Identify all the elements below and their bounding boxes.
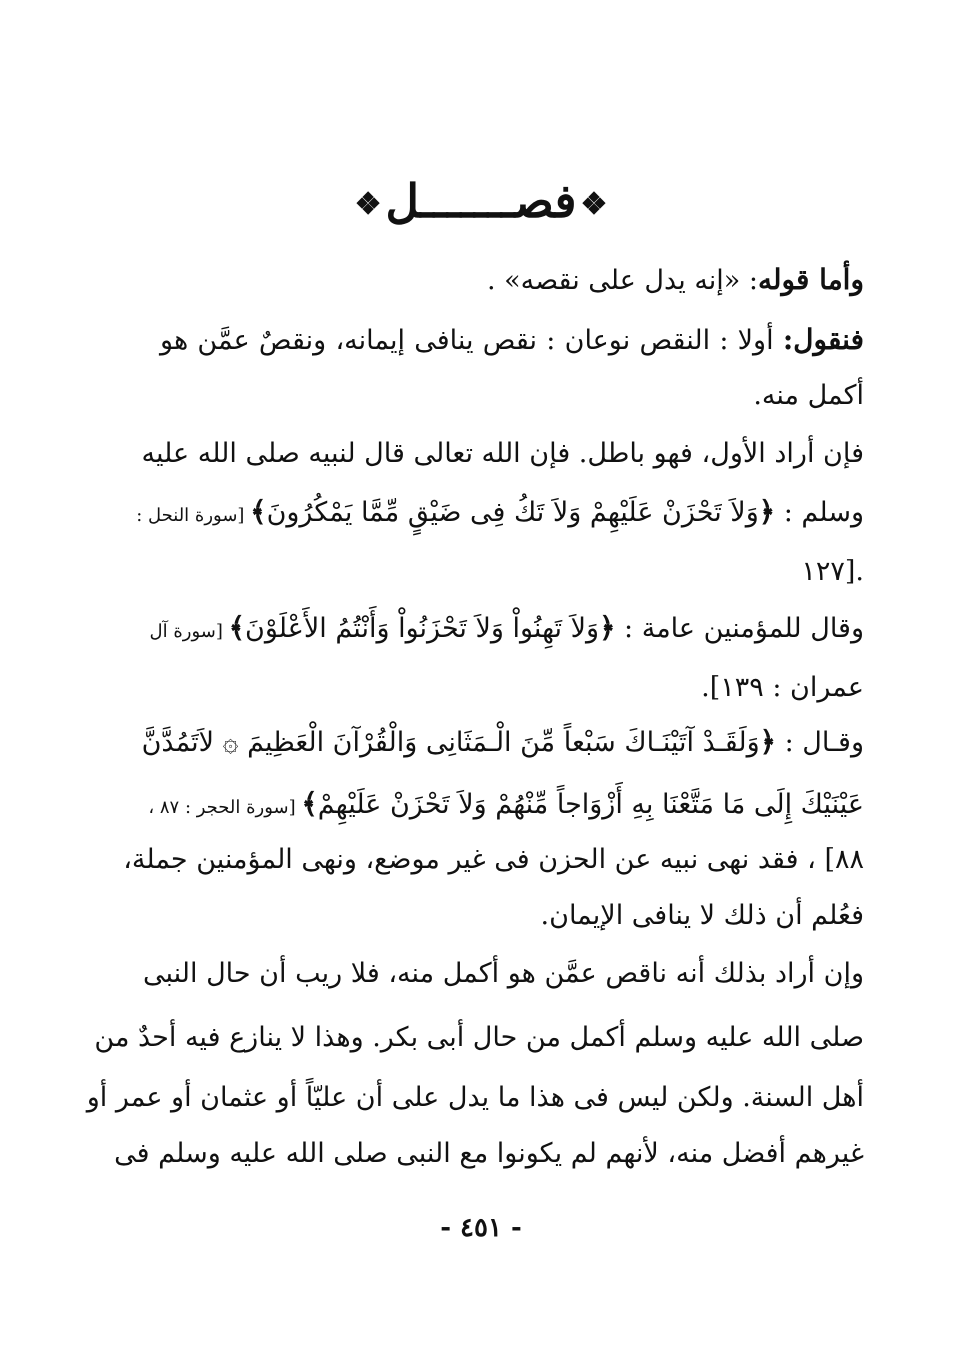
ornament-icon: ❖	[354, 187, 382, 222]
quran-bracket-close: ﴾	[228, 611, 246, 644]
quran-verse: وَلَقَـدْ آتَيْنَـاكَ سَبْعاً مِّنَ الْـمَثَانِى وَالْقُرْآنَ الْعَظِيمَ ۞ لاَتَمُدَّنَّ	[141, 727, 760, 758]
paragraph-line	[141, 714, 864, 770]
heading-line	[160, 252, 864, 308]
verse-reference: [سورة الحجر : ٨٧ ،	[148, 797, 302, 818]
paragraph-line: فعُلم أن ذلك لا ينافى الإيمان.	[540, 900, 864, 931]
paragraph-line	[149, 600, 864, 656]
paragraph-line: أهل السنة. ولكن ليس فى هذا ما يدل على أن عليّاً أو عثمان أو عمر أو	[86, 1082, 864, 1113]
ornament-icon: ❖	[580, 187, 608, 222]
paragraph-lead: فنقول:	[782, 323, 864, 356]
paragraph-text: وقال للمؤمنين عامة :	[615, 613, 864, 644]
verse-reference: [سورة آل	[149, 621, 229, 642]
paragraph-line	[160, 312, 864, 368]
paragraph-text: وقـال :	[776, 727, 864, 758]
quran-verse: عَيْنَيْكَ إِلَى مَا مَتَّعْنَا بِهِ أَزْوَاجاً مِّنْهُمْ وَلاَ تَحْزَنْ عَلَيْهِمْ	[317, 789, 864, 820]
quran-verse: وَلاَ تَهِنُواْ وَلاَ تَحْزَنُواْ وَأَنْتُمُ الأَعْلَوْنَ	[245, 613, 600, 644]
quran-verse: وَلاَ تَحْزَنْ عَلَيْهِمْ وَلاَ تَكُ فِى ضَيْقٍ مِّمَّا يَمْكُرُونَ	[266, 497, 759, 528]
quran-bracket-close: ﴾	[250, 495, 267, 528]
quran-bracket-open: ﴿	[758, 495, 776, 528]
page-number: - ٤٥١ -	[440, 1213, 522, 1243]
paragraph-text: وسلم :	[775, 497, 864, 528]
paragraph-text: أولا : النقص نوعان : نقص ينافى إيمانه، ونقصٌ عمَّن هو	[160, 325, 783, 356]
paragraph-line: عمران : ١٣٩].	[701, 672, 864, 703]
paragraph-line: ٨٨] ، فقد نهى نبيه عن الحزن فى غير موضع، ونهى المؤمنين جملة،	[123, 844, 864, 875]
paragraph-line	[148, 776, 864, 832]
paragraph-line: صلى الله عليه وسلم أكمل من حال أبى بكر. وهذا لا ينازع فيه أحدٌ من	[94, 1022, 864, 1053]
section-title	[0, 168, 962, 238]
quran-bracket-close: ﴾	[301, 787, 318, 820]
section-title-word: فصـــــــل	[385, 174, 577, 228]
paragraph-line	[136, 484, 864, 540]
paragraph-line: غيرهم أفضل منه، لأنهم لم يكونوا مع النبى صلى الله عليه وسلم فى	[114, 1138, 864, 1169]
paragraph-line: أكمل منه.	[753, 380, 864, 411]
heading-label: وأما قوله	[758, 263, 864, 296]
paragraph-line: وإن أراد بذلك أنه ناقص عمَّن هو أكمل منه، فلا ريب أن حال النبى	[142, 958, 864, 989]
quran-bracket-open: ﴿	[759, 725, 777, 758]
verse-reference: [سورة النحل :	[136, 505, 251, 526]
paragraph-line: فإن أراد الأول، فهو باطل. فإن الله تعالى قال لنبيه صلى الله عليه	[141, 438, 864, 469]
heading-text: : «إنه يدل على نقصه» .	[486, 265, 759, 296]
quran-bracket-open: ﴿	[599, 611, 616, 644]
paragraph-line: ١٢٧].	[801, 556, 864, 587]
